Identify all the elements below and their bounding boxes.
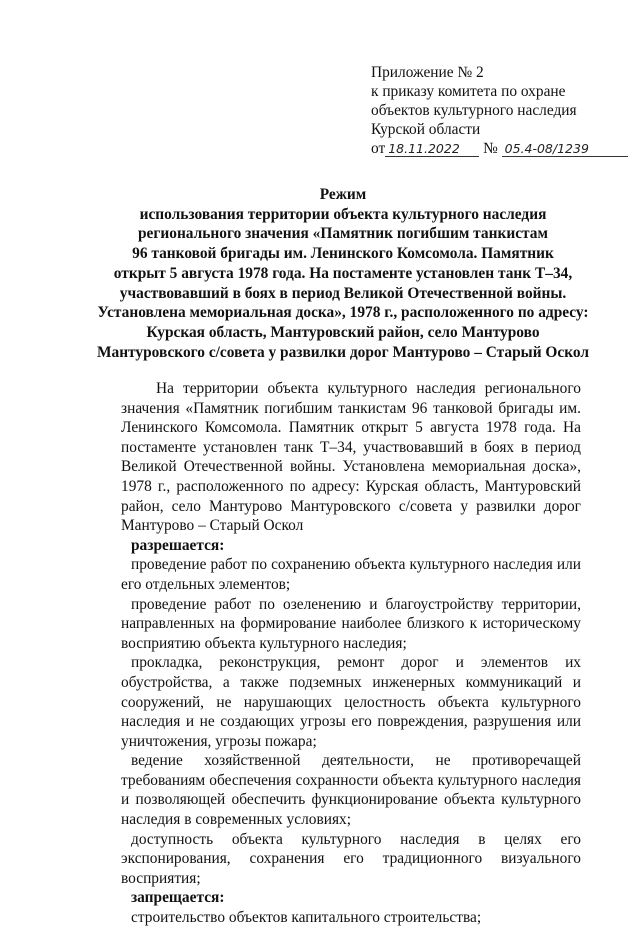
annex-region-line: Курской области	[371, 121, 481, 138]
forbidden-item: строительство объектов капитального строительства;	[131, 909, 482, 927]
annex-date-number-line	[371, 139, 631, 158]
title-line: Режим	[319, 186, 367, 203]
annex-committee-line: объектов культурного наследия	[371, 102, 577, 119]
number-prefix: №	[483, 140, 498, 157]
intro-paragraph: На территории объекта культурного наследия регионального значения «Памятник погибшим танкистам 96 танковой бригады им. Ленинского Комсомола. Памятник открыт 5 августа 1978 года. На постаменте установлен танк Т–34, участвовавший в боях в период Великой Отечественной войны. Установлена мемориальная доска», 1978 г., расположенного по адресу: Курская область, Мантуровский район, село Мантурово Мантуровского с/совета у развилки дорог Мантурово – Старый Оскол	[121, 380, 581, 535]
date-prefix: от	[371, 140, 386, 157]
title-line: Курская область, Мантуровский район, село Мантурово	[146, 323, 540, 341]
title-line: участвовавший в боях в период Великой Отечественной войны.	[119, 284, 567, 302]
allowed-item: проведение работ по озеленению и благоустройству территории, направленных на формирование наиболее близкого к историческому восприятию объекта культурного наследия;	[121, 595, 581, 652]
allowed-item: прокладка, реконструкция, ремонт дорог и элементов их обустройства, а также подземных инженерных коммуникаций и сооружений, не нарушающих целостность объекта культурного наследия и не создающих угрозы его повреждения, разрушения или уничтожения, угрозы пожара;	[121, 654, 581, 750]
annex-block	[371, 63, 631, 158]
document-body	[121, 379, 581, 928]
title-line: Установлена мемориальная доска», 1978 г., расположенного по адресу:	[97, 304, 589, 322]
title-line: Мантуровского с/совета у развилки дорог Мантурово – Старый Оскол	[96, 343, 590, 361]
document-title	[88, 185, 598, 362]
title-line: использования территории объекта культурного наследия	[139, 205, 547, 223]
title-line: 96 танковой бригады им. Ленинского Комсомола. Памятник	[132, 245, 554, 263]
annex-title: Приложение № 2	[371, 64, 484, 81]
title-line: открыт 5 августа 1978 года. На постаменте установлен танк Т–34,	[113, 264, 573, 282]
allowed-heading: разрешается:	[131, 536, 225, 554]
allowed-item: доступность объекта культурного наследия в целях его экспонирования, сохранения его традиционного визуального восприятия;	[121, 830, 581, 887]
annex-order-line: к приказу комитета по охране	[371, 83, 566, 100]
handwritten-date: 18.11.2022	[385, 141, 479, 157]
handwritten-number: 05.4-08/1239	[502, 141, 628, 157]
forbidden-heading: запрещается:	[131, 889, 225, 907]
allowed-item: ведение хозяйственной деятельности, не противоречащей требованиям обеспечения сохранности объекта культурного наследия и позволяющей обеспечить функционирование объекта культурного наследия в современных условиях;	[121, 752, 581, 829]
title-line: регионального значения «Памятник погибшим танкистам	[138, 225, 548, 243]
allowed-item: проведение работ по сохранению объекта культурного наследия или его отдельных элементов;	[121, 556, 581, 593]
